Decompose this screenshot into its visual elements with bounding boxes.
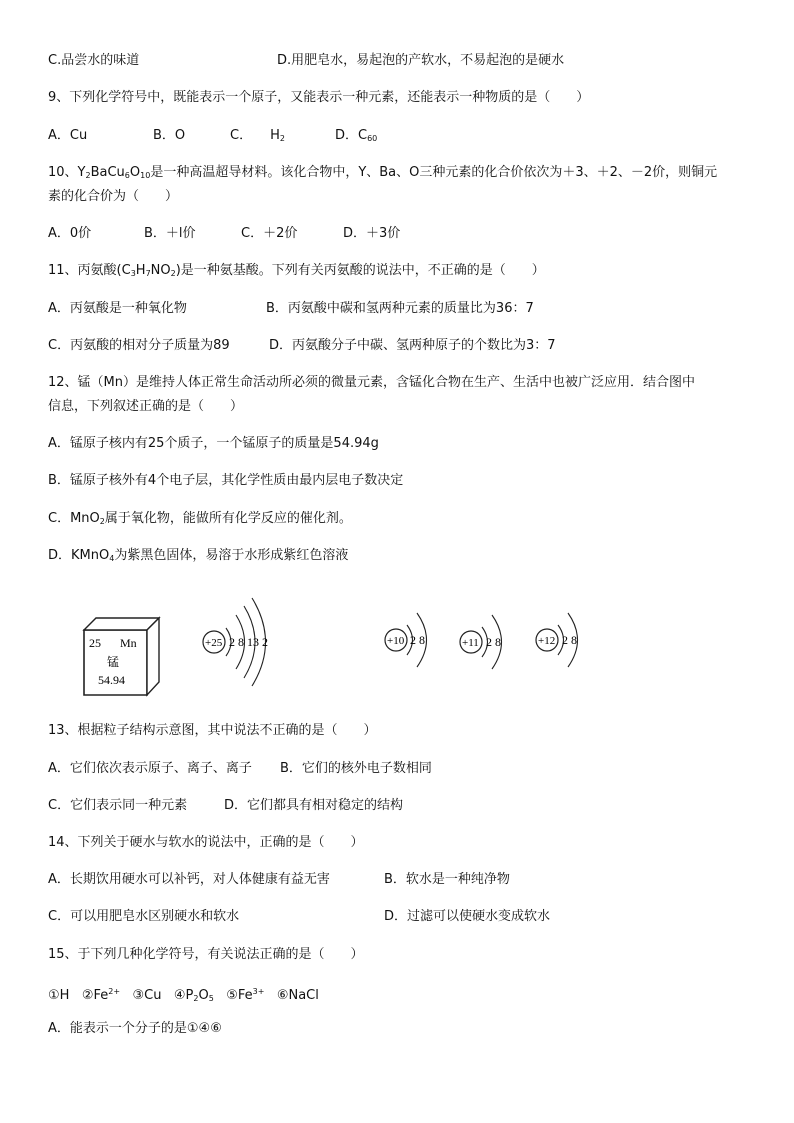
q14-option-c: C．可以用肥皂水区别硬水和软水 xyxy=(48,909,240,924)
q12-option-d: D．KMnO$_4$为紫黑色固体，易溶于水形成紫红色溶液 xyxy=(48,548,349,563)
atom-nucleus-label: +25 xyxy=(205,637,223,649)
atom-shells-label: 2 8 xyxy=(486,635,501,649)
q13-option-a: A．它们依次表示原子、离子、离子 xyxy=(48,761,252,776)
q14-stem: 14、下列关于硬水与软水的说法中，正确的是（ ） xyxy=(48,835,364,850)
element-number: 25 xyxy=(89,636,101,650)
atom-structure-ne xyxy=(385,613,427,667)
q9-option-c: C． $H_2$ xyxy=(230,128,285,143)
q14-option-a: A．长期饮用硬水可以补钙，对人体健康有益无害 xyxy=(48,872,330,887)
atom-structure-mn xyxy=(203,598,268,686)
q10-option-b: B．＋l价 xyxy=(144,226,196,241)
q12-stem: 12、锰（Mn）是维持人体正常生命活动所必须的微量元素，含锰化合物在生产、生活中也被广泛应用．结合图中 xyxy=(48,375,695,390)
q12-stem-line2: 信息，下列叙述正确的是（ ） xyxy=(48,399,244,414)
q12-option-a: A．锰原子核内有25个质子，一个锰原子的质量是54.94g xyxy=(48,436,379,451)
q12-option-c: C．MnO$_2$属于氧化物，能做所有化学反应的催化剂。 xyxy=(48,511,352,526)
atom-structure-mg xyxy=(536,613,578,667)
element-name: 锰 xyxy=(107,655,120,669)
q9-option-a: A．Cu xyxy=(48,128,88,143)
q15-stem: 15、于下列几种化学符号，有关说法正确的是（ ） xyxy=(48,947,364,962)
q11-stem: 11、丙氨酸$(C_3H_7NO_2)$是一种氨基酸。下列有关丙氨酸的说法中，不正确的是（ ） xyxy=(48,263,545,278)
q15-option-a: A．能表示一个分子的是①④⑥ xyxy=(48,1021,222,1036)
q11-option-d: D．丙氨酸分子中碳、氢两种原子的个数比为3：7 xyxy=(269,338,556,353)
atom-shells-label: 2 8 13 2 xyxy=(229,635,268,649)
q9-stem: 9、下列化学符号中，既能表示一个原子，又能表示一种元素，还能表示一种物质的是（ ） xyxy=(48,90,590,105)
q10-stem-line2: 素的化合价为（ ） xyxy=(48,189,179,204)
q10-option-d: D．＋3价 xyxy=(343,226,401,241)
q15-symbols: ①H $②Fe^{2+}$ ③Cu $④P_2O_5$ $⑤Fe^{3+}$ ⑥NaCl xyxy=(48,987,319,1003)
atom-structure-na xyxy=(460,615,502,669)
q10-option-a: A．0价 xyxy=(48,226,92,241)
q9-option-d: D．$C_{60}$ xyxy=(335,128,378,143)
q11-option-b: B．丙氨酸中碳和氢两种元素的质量比为36：7 xyxy=(266,301,534,316)
atom-nucleus-label: +10 xyxy=(387,635,405,647)
q10-stem: 10、$Y_2BaCu_6O_{10}$是一种高温超导材料。该化合物中，Y、Ba、O三种元素的化合价依次为＋3、＋2、－2价，则铜元 xyxy=(48,165,718,180)
q9-option-b: B．O xyxy=(153,128,186,143)
q12-option-b: B．锰原子核外有4个电子层，其化学性质由最内层电子数决定 xyxy=(48,473,404,488)
element-symbol: Mn xyxy=(120,636,137,650)
q14-option-d: D．过滤可以使硬水变成软水 xyxy=(384,909,551,924)
atom-nucleus-label: +11 xyxy=(462,637,479,649)
structure-figure-svg xyxy=(0,580,794,705)
atom-shells-label: 2 8 xyxy=(562,633,577,647)
q13-stem: 13、根据粒子结构示意图，其中说法不正确的是（ ） xyxy=(48,723,377,738)
q13-option-b: B．它们的核外电子数相同 xyxy=(280,761,432,776)
q11-option-a: A．丙氨酸是一种氧化物 xyxy=(48,301,187,316)
element-mass: 54.94 xyxy=(98,673,125,687)
structure-figure xyxy=(0,580,794,705)
option-c: C.品尝水的味道 xyxy=(48,53,140,68)
atom-shells-label: 2 8 xyxy=(410,633,425,647)
option-d: D.用肥皂水，易起泡的产软水，不易起泡的是硬水 xyxy=(277,53,565,68)
element-card xyxy=(84,618,159,695)
q13-option-c: C．它们表示同一种元素 xyxy=(48,798,188,813)
q10-option-c: C．＋2价 xyxy=(241,226,298,241)
q13-option-d: D．它们都具有相对稳定的结构 xyxy=(224,798,404,813)
atom-nucleus-label: +12 xyxy=(538,635,556,647)
q14-option-b: B．软水是一种纯净物 xyxy=(384,872,510,887)
q11-option-c: C．丙氨酸的相对分子质量为89 xyxy=(48,338,230,353)
